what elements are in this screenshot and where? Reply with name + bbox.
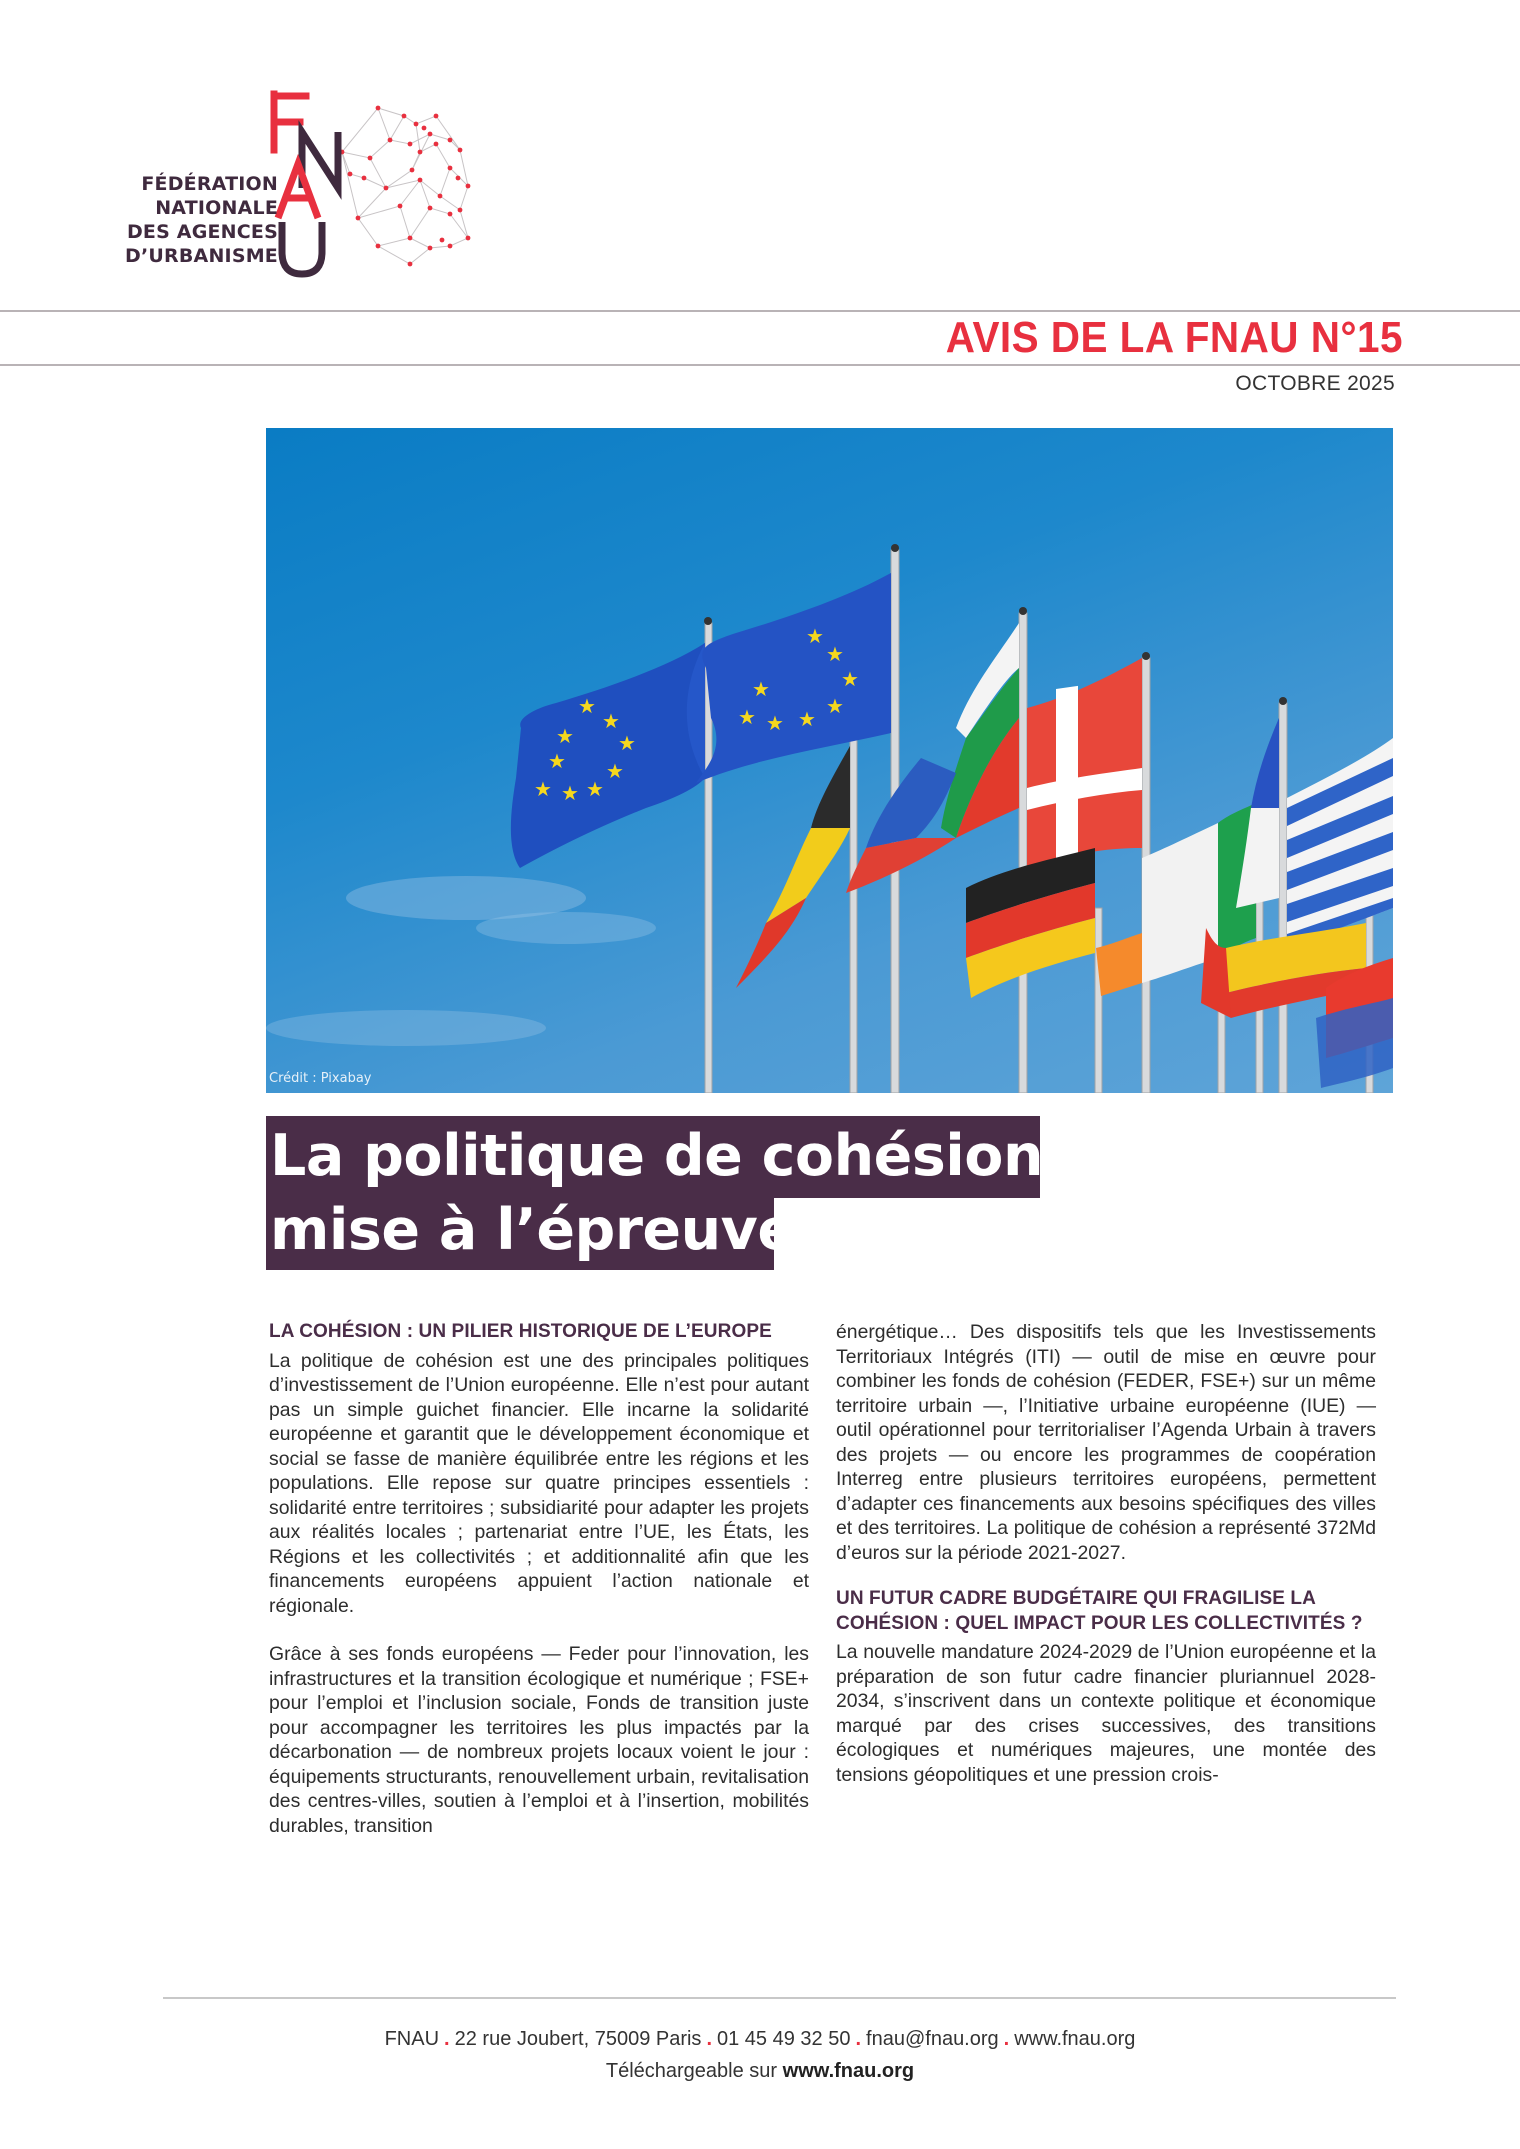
publication-title: AVIS DE LA FNAU N°15 [945, 313, 1403, 362]
svg-text:★: ★ [548, 749, 566, 773]
footer-address: 22 rue Joubert, 75009 Paris [454, 2028, 702, 2050]
body-paragraph: La nouvelle mandature 2024-2029 de l’Union européenne et la préparation de son futur cadre financier pluriannuel 2028-2034, s’inscrivent dans un contexte politique et économique marqué par des crises successives, des transitions écologiques et numériques majeures, une montée des tensions géopolitiques et une pression crois- [836, 1641, 1376, 1786]
body-column-left [269, 1320, 809, 1838]
svg-text:★: ★ [841, 667, 859, 691]
logo-wordmark [125, 172, 278, 268]
svg-text:★: ★ [534, 777, 552, 801]
svg-text:★: ★ [578, 694, 596, 718]
header-rule-bottom [0, 364, 1520, 366]
footer-phone: 01 45 49 32 50 [717, 2028, 851, 2050]
svg-text:★: ★ [826, 694, 844, 718]
download-label: Téléchargeable sur [605, 2060, 778, 2082]
download-link[interactable]: www.fnau.org [782, 2060, 915, 2082]
article-title-line-1: La politique de cohésion [266, 1116, 1040, 1198]
body-paragraph: Grâce à ses fonds européens — Feder pour l’innovation, les infrastructures et la transition écologique et numérique ; FSE+ pour l’emploi et l’inclusion sociale, Fonds de transition juste pour accompagner les territoires les plus impactés par la décarbonation — de nombreux projets locaux voient le jour : équipements structurants, renouvellement urbain, revitalisation des centres-villes, soutien à l’emploi et à l’insertion, mobilités durables, transition [269, 1643, 809, 1837]
svg-text:★: ★ [766, 711, 784, 735]
svg-text:★: ★ [806, 624, 824, 648]
article-title [266, 1116, 1044, 1270]
body-paragraph: La politique de cohésion est une des principales politiques d’investissement de l’Union européenne. Elle n’est pour autant pas un simple guichet financier. Elle incarne la solidarité européenne et garantit que le développement économique et social se fasse de manière équilibrée entre les régions et les populations. Elle repose sur quatre principes essentiels : solidarité entre territoires ; subsidiarité pour adapter les projets aux réalités locales ; partenariat entre l’UE, les États, les Régions et les collectivités ; et additionnalité afin que les financements européens appuient l’action nationale et régionale. [269, 1349, 809, 1617]
article-title-line-2: mise à l’épreuve [266, 1198, 774, 1270]
photo-credit: Crédit : Pixabay [269, 1071, 372, 1086]
logo-line: FÉDÉRATION [141, 173, 278, 195]
publication-date: OCTOBRE 2025 [1235, 372, 1395, 395]
svg-text:★: ★ [556, 724, 574, 748]
hero-photo [266, 428, 1393, 1093]
svg-text:★: ★ [606, 759, 624, 783]
separator-dot: . [444, 2028, 450, 2050]
svg-text:★: ★ [826, 642, 844, 666]
fnau-logo [120, 88, 480, 278]
logo-line: DES AGENCES [126, 221, 278, 243]
svg-text:★: ★ [561, 781, 579, 805]
svg-text:★: ★ [618, 731, 636, 755]
separator-dot: . [706, 2028, 712, 2050]
svg-text:★: ★ [586, 777, 604, 801]
footer-org: FNAU [384, 2028, 440, 2050]
logo-line: NATIONALE [155, 197, 278, 219]
svg-text:★: ★ [798, 707, 816, 731]
footer-email-link[interactable]: fnau@fnau.org [866, 2028, 999, 2050]
separator-dot: . [855, 2028, 862, 2050]
section-heading: LA COHÉSION : UN PILIER HISTORIQUE DE L’EUROPE [269, 1321, 772, 1342]
eu-flags-illustration [266, 428, 1393, 1093]
footer-website-link[interactable]: www.fnau.org [1014, 2028, 1136, 2050]
separator-dot: . [1003, 2028, 1010, 2050]
body-column-right [836, 1320, 1376, 1787]
footer-contact [0, 2028, 1520, 2051]
footer-download [0, 2060, 1520, 2083]
logo-line: D’URBANISME [125, 245, 278, 267]
svg-text:★: ★ [738, 705, 756, 729]
section-heading: UN FUTUR CADRE BUDGÉTAIRE QUI FRAGILISE LA COHÉSION : QUEL IMPACT POUR LES COLLECTIVITÉS ? [836, 1588, 1363, 1634]
footer-divider [163, 1997, 1396, 1999]
body-paragraph: énergétique… Des dispositifs tels que les Investissements Territoriaux Intégrés (ITI) — outil de mise en œuvre pour combiner les fonds de cohésion (FEDER, FSE+) sur un même territoire urbain —, l’Initiative urbaine européenne (IUE) — outil opérationnel pour territorialiser l’Agenda Urbain à travers des projets — ou encore les programmes de coopération Interreg entre plusieurs territoires européens, permettent d’adapter ces financements aux besoins spécifiques des villes et des territoires. La politique de cohésion a représenté 372Md d’euros sur la période 2021-2027. [836, 1321, 1376, 1564]
svg-text:★: ★ [752, 677, 770, 701]
svg-text:★: ★ [602, 709, 620, 733]
